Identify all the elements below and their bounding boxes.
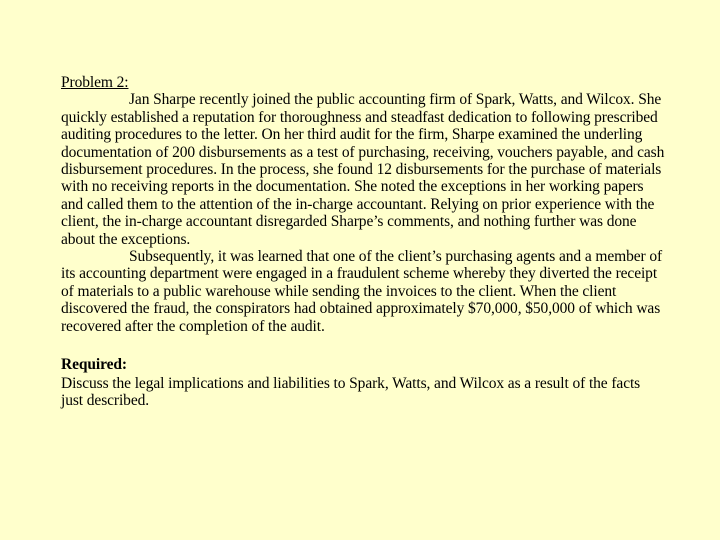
problem-paragraph-2: Subsequently, it was learned that one of the client’s purchasing agents and a member of its accounting department were engaged in a fraudulent scheme whereby they diverted the receipt of materials to a public warehouse while sending the invoices to the client. When the client discovered the fraud, the conspirators had obtained approximately $70,000, $50,000 of which was recovered after the completion of the audit. (61, 248, 663, 335)
required-heading: Required: (61, 356, 127, 374)
problem-paragraph-1: Jan Sharpe recently joined the public accounting firm of Spark, Watts, and Wilcox. She quickly established a reputation for thoroughness and steadfast dedication to following prescribed auditing procedures to the letter. On her third audit for the firm, Sharpe examined the underling documentation of 200 disbursements as a test of purchasing, receiving, vouchers payable, and cash disbursement procedures. In the process, she found 12 disbursements for the purchase of materials with no receiving reports in the documentation. She noted the exceptions in her working papers and called them to the attention of the in-charge accountant. Relying on prior experience with the client, the in-charge accountant disregarded Sharpe’s comments, and nothing further was done about the exceptions. (61, 91, 665, 248)
required-question: Discuss the legal implications and liabilities to Spark, Watts, and Wilcox as a result of the facts just described. (61, 374, 641, 409)
problem-heading: Problem 2: (61, 74, 129, 91)
problem-text-block (61, 74, 665, 409)
